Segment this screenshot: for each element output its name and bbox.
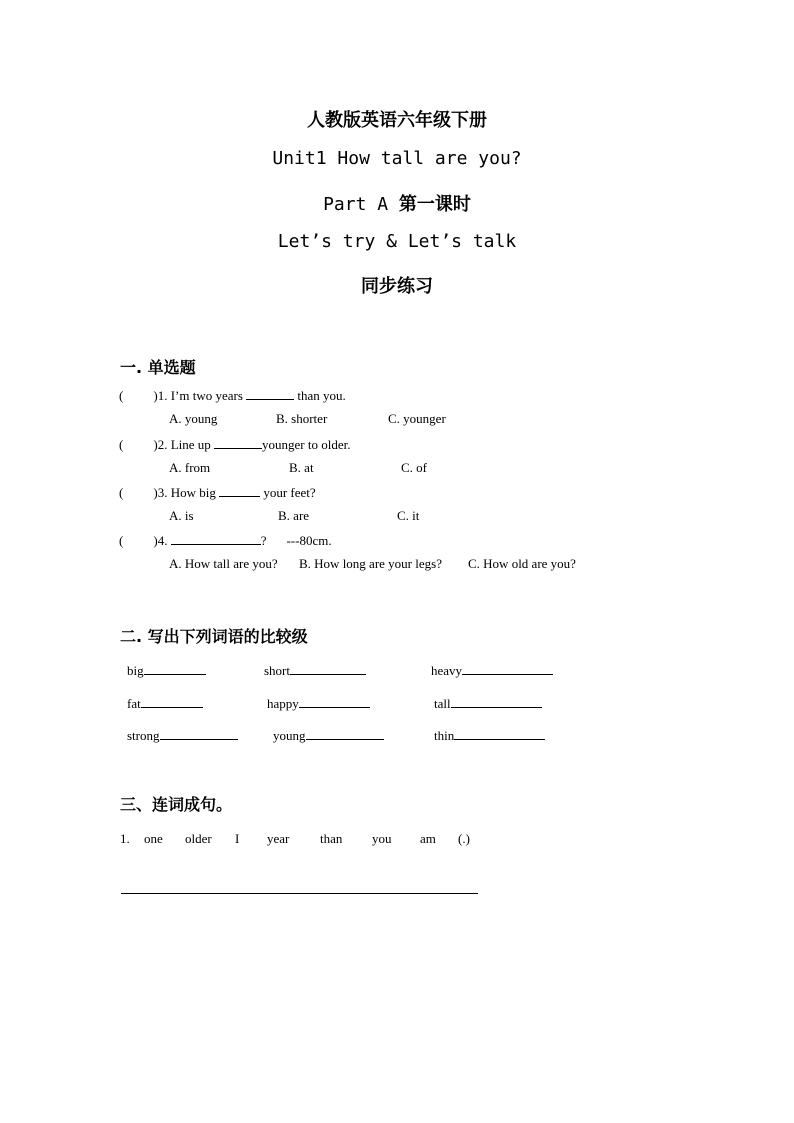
answer-blank[interactable]	[299, 695, 370, 708]
word-item	[431, 662, 553, 679]
answer-paren-open: (	[119, 388, 124, 403]
option-b: B. shorter	[276, 411, 328, 426]
question-1	[119, 387, 346, 404]
option-b: B. How long are your legs?	[299, 556, 442, 571]
answer-blank[interactable]	[141, 695, 203, 708]
answer-paren-close: )	[153, 533, 158, 548]
answer-paren-close: )	[153, 388, 158, 403]
scrambled-word: am	[420, 831, 436, 846]
scrambled-word: you	[372, 831, 392, 846]
sentence-item-number: 1.	[120, 831, 130, 846]
answer-paren-open: (	[119, 533, 124, 548]
answer-blank[interactable]	[214, 436, 262, 449]
option-a: A. is	[169, 508, 194, 523]
option-a: A. young	[169, 411, 218, 426]
question-reply: ---80cm.	[286, 533, 332, 548]
option-c: C. it	[397, 508, 420, 523]
answer-blank[interactable]	[246, 387, 294, 400]
option-a: A. from	[169, 460, 211, 475]
word-item	[127, 662, 206, 679]
word-label: heavy	[431, 663, 463, 678]
answer-paren-open: (	[119, 485, 124, 500]
scrambled-word: I	[235, 831, 240, 846]
question-text-before: Line up	[170, 437, 211, 452]
word-item	[264, 662, 366, 679]
answer-blank[interactable]	[171, 532, 261, 545]
question-number: 3.	[157, 485, 168, 500]
part-title	[0, 190, 794, 216]
answer-paren-close: )	[153, 485, 158, 500]
word-item	[434, 695, 542, 712]
answer-blank[interactable]	[290, 662, 366, 675]
word-label: short	[264, 663, 290, 678]
question-text-after: than you.	[297, 388, 346, 403]
question-2	[119, 436, 350, 453]
sentence-answer-line[interactable]	[121, 893, 478, 894]
scrambled-word: year	[267, 831, 290, 846]
question-text-after: ?	[260, 533, 267, 548]
lesson-title: Let’s try & Let’s talk	[277, 231, 517, 252]
scrambled-word: (.)	[458, 831, 470, 846]
section-heading-sentence-building: 三、连词成句。	[120, 795, 233, 814]
answer-blank[interactable]	[160, 727, 238, 740]
unit-title: Unit1 How tall are you?	[272, 148, 522, 169]
answer-paren-open: (	[119, 437, 124, 452]
question-text-before: How big	[170, 485, 216, 500]
word-item	[127, 695, 203, 712]
section-heading-comparatives: 二. 写出下列词语的比较级	[120, 627, 308, 646]
word-item	[434, 727, 545, 744]
word-item	[127, 727, 238, 744]
option-a: A. How tall are you?	[169, 556, 278, 571]
word-label: big	[127, 663, 144, 678]
answer-blank[interactable]	[451, 695, 542, 708]
word-label: tall	[434, 696, 451, 711]
answer-blank[interactable]	[454, 727, 545, 740]
question-number: 4.	[157, 533, 168, 548]
option-c: C. younger	[388, 411, 446, 426]
part-title-cn: 第一课时	[398, 194, 471, 215]
word-item	[273, 727, 384, 744]
word-item	[267, 695, 370, 712]
word-label: fat	[127, 696, 141, 711]
practice-subtitle: 同步练习	[361, 276, 433, 297]
question-3	[119, 484, 316, 501]
scrambled-word: one	[144, 831, 163, 846]
option-c: C. of	[401, 460, 427, 475]
answer-blank[interactable]	[462, 662, 553, 675]
option-c: C. How old are you?	[468, 556, 576, 571]
question-number: 2.	[157, 437, 168, 452]
section-heading-multiple-choice: 一. 单选题	[120, 358, 196, 377]
scrambled-word: than	[320, 831, 343, 846]
document-title: 人教版英语六年级下册	[307, 110, 487, 131]
answer-blank[interactable]	[144, 662, 206, 675]
answer-paren-close: )	[153, 437, 158, 452]
word-label: happy	[267, 696, 299, 711]
part-title-en: Part A	[323, 194, 399, 215]
word-label: young	[273, 728, 306, 743]
word-label: thin	[434, 728, 455, 743]
answer-blank[interactable]	[219, 484, 260, 497]
question-4	[119, 532, 332, 549]
question-text-after: younger to older.	[262, 437, 351, 452]
answer-blank[interactable]	[306, 727, 384, 740]
question-number: 1.	[157, 388, 168, 403]
scrambled-word: older	[185, 831, 212, 846]
word-label: strong	[127, 728, 160, 743]
option-b: B. are	[278, 508, 310, 523]
option-b: B. at	[289, 460, 314, 475]
question-text-after: your feet?	[263, 485, 316, 500]
question-text-before: I’m two years	[170, 388, 243, 403]
